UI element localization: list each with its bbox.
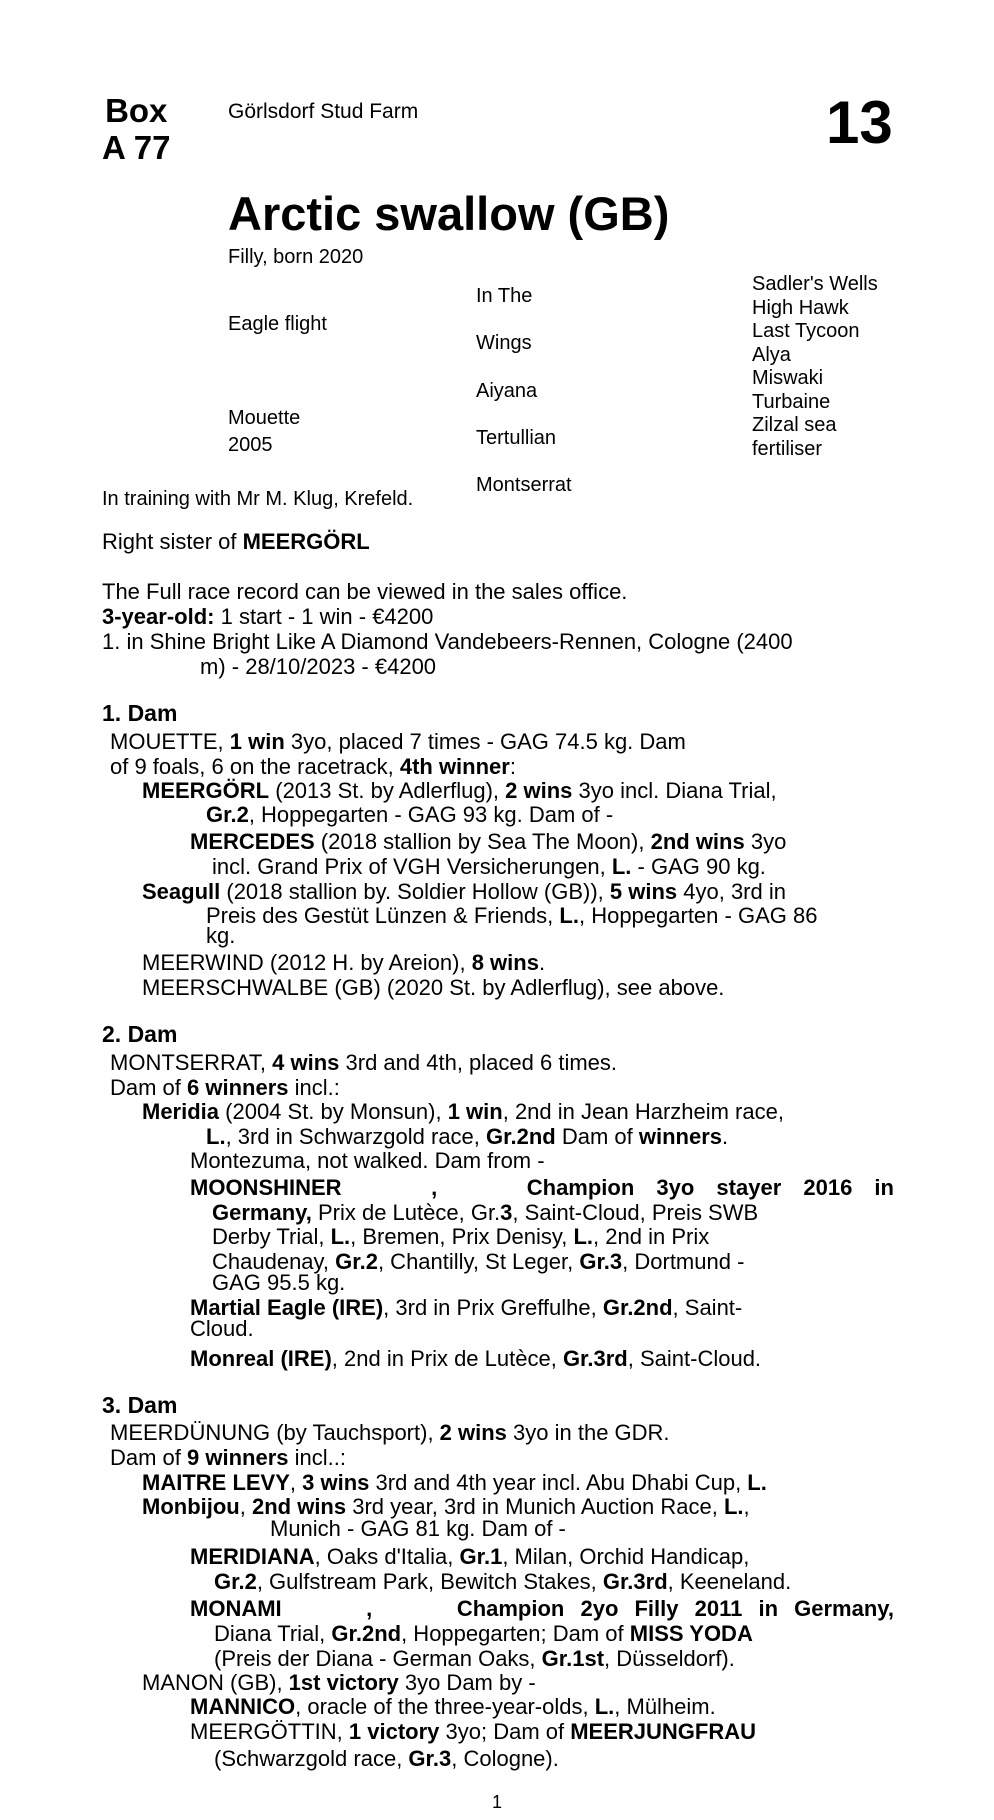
dam2-line-6: MOONSHINER , Champion 3yo stayer 2016 in [190, 1175, 894, 1200]
dam2-line-7: Germany, Prix de Lutèce, Gr.3, Saint-Cloud, Preis SWB [212, 1200, 759, 1225]
sister-prefix: Right sister of [102, 529, 243, 554]
dam3-line-3: MAITRE LEVY, 3 wins 3rd and 4th year incl. Abu Dhabi Cup, L. [142, 1470, 767, 1495]
pedigree-dam-year: 2005 [228, 434, 273, 456]
dam1-line-10: MEERWIND (2012 H. by Areion), 8 wins. [142, 950, 546, 975]
dam2-heading: 2. Dam [102, 1021, 178, 1047]
dam1-line-9: kg. [206, 923, 236, 948]
pedigree-col2-3: Aiyana [476, 380, 538, 402]
dam3-line-12: MANNICO, oracle of the three-year-olds, L., Mülheim. [190, 1694, 716, 1719]
record-intro: The Full race record can be viewed in the sales office. [102, 579, 628, 604]
dam2-line-1: MONTSERRAT, 4 wins 3rd and 4th, placed 6 times. [110, 1050, 618, 1075]
sister-name: MEERGÖRL [242, 529, 370, 554]
dam3-line-4: Monbijou, 2nd wins 3rd year, 3rd in Munich Auction Race, L., [142, 1494, 750, 1519]
pedigree-col3-1: Sadler's Wells [752, 273, 878, 295]
dam3-line-7: Gr.2, Gulfstream Park, Bewitch Stakes, Gr.3rd, Keeneland. [214, 1569, 792, 1594]
dam1-line-6: incl. Grand Prix of VGH Versicherungen, L. - GAG 90 kg. [212, 854, 766, 879]
pedigree-col2-2: Wings [476, 332, 532, 354]
box-label [102, 92, 170, 166]
pedigree-col3 [752, 273, 878, 461]
record-win-line-1: 1. in Shine Bright Like A Diamond Vandebeers-Rennen, Cologne (2400 [102, 629, 793, 654]
box-line-2: A 77 [102, 129, 171, 166]
dam2-line-9: Chaudenay, Gr.2, Chantilly, St Leger, Gr.3, Dortmund - [212, 1249, 745, 1274]
dam3-line-8: MONAMI , Champion 2yo Filly 2011 in Germany, [190, 1596, 894, 1621]
dam3-line-13: MEERGÖTTIN, 1 victory 3yo; Dam of MEERJUNGFRAU [190, 1719, 757, 1744]
dam3-heading: 3. Dam [102, 1392, 178, 1418]
dam3-line-1: MEERDÜNUNG (by Tauchsport), 2 wins 3yo in the GDR. [110, 1420, 670, 1445]
dam2-line-13: Monreal (IRE), 2nd in Prix de Lutèce, Gr.3rd, Saint-Cloud. [190, 1346, 762, 1371]
dam3-line-9: Diana Trial, Gr.2nd, Hoppegarten; Dam of MISS YODA [214, 1621, 753, 1646]
dam1-heading: 1. Dam [102, 700, 178, 726]
dam2-line-12: Cloud. [190, 1316, 254, 1341]
dam1-line-8: Preis des Gestüt Lünzen & Friends, L., Hoppegarten - GAG 86 [206, 903, 818, 928]
dam3-line-5: Munich - GAG 81 kg. Dam of - [270, 1516, 566, 1541]
dam1-line-1: MOUETTE, 1 win 3yo, placed 7 times - GAG 74.5 kg. Dam [110, 729, 686, 754]
dam2-line-11: Martial Eagle (IRE), 3rd in Prix Greffulhe, Gr.2nd, Saint- [190, 1295, 743, 1320]
record-age [102, 604, 433, 630]
pedigree-col3-6: Turbaine [752, 390, 831, 413]
pedigree-col3-5: Miswaki [752, 367, 824, 389]
pedigree-col3-8: fertiliser [752, 437, 823, 460]
pedigree-sire: Eagle flight [228, 313, 327, 335]
dam2-line-2: Dam of 6 winners incl.: [110, 1075, 340, 1100]
dam1-line-2: of 9 foals, 6 on the racetrack, 4th winner: [110, 754, 516, 779]
dam1-line-11: MEERSCHWALBE (GB) (2020 St. by Adlerflug), see above. [142, 975, 725, 1000]
dam2-line-8: Derby Trial, L., Bremen, Prix Denisy, L., 2nd in Prix [212, 1224, 710, 1249]
record-age-text: 1 start - 1 win - €4200 [214, 604, 434, 629]
pedigree-col3-3: Last Tycoon [752, 320, 860, 342]
pedigree-col2-4: Tertullian [476, 427, 557, 449]
sister-line [102, 529, 370, 555]
dam1-line-5: MERCEDES (2018 stallion by Sea The Moon), 2nd wins 3yo [190, 829, 787, 854]
pedigree-col2-1: In The [476, 285, 533, 307]
horse-name: Arctic swallow (GB) [228, 187, 670, 240]
dam1-line-4: Gr.2, Hoppegarten - GAG 93 kg. Dam of - [206, 802, 614, 827]
sex-born: Filly, born 2020 [228, 246, 364, 268]
pedigree-col3-7: Zilzal sea [752, 414, 837, 436]
dam3-line-14: (Schwarzgold race, Gr.3, Cologne). [214, 1746, 559, 1771]
pedigree-col2-5: Montserrat [476, 474, 572, 496]
dam3-line-10: (Preis der Diana - German Oaks, Gr.1st, Düsseldorf). [214, 1646, 735, 1671]
dam1-line-3: MEERGÖRL (2013 St. by Adlerflug), 2 wins 3yo incl. Diana Trial, [142, 778, 777, 803]
box-line-1: Box [105, 92, 168, 129]
dam3-line-2: Dam of 9 winners incl..: [110, 1445, 346, 1470]
dam1-line-7: Seagull (2018 stallion by. Soldier Hollow (GB)), 5 wins 4yo, 3rd in [142, 879, 786, 904]
dam3-line-6: MERIDIANA, Oaks d'Italia, Gr.1, Milan, Orchid Handicap, [190, 1544, 750, 1569]
dam2-line-4: L., 3rd in Schwarzgold race, Gr.2nd Dam of winners. [206, 1124, 729, 1149]
dam2-line-10: GAG 95.5 kg. [212, 1270, 346, 1295]
pedigree-col3-2: High Hawk [752, 296, 849, 319]
pedigree-col3-4: Alya [752, 343, 791, 366]
dam2-line-5: Montezuma, not walked. Dam from - [190, 1148, 545, 1173]
dam3-line-11: MANON (GB), 1st victory 3yo Dam by - [142, 1670, 536, 1695]
pedigree-dam: Mouette [228, 407, 301, 429]
page-number: 1 [492, 1792, 503, 1812]
lot-number: 13 [826, 89, 893, 156]
record-age-label: 3-year-old: [102, 604, 215, 629]
record-win-line-2: m) - 28/10/2023 - €4200 [200, 654, 437, 679]
training-info: In training with Mr M. Klug, Krefeld. [102, 488, 414, 510]
stud-farm: Görlsdorf Stud Farm [228, 100, 419, 123]
dam2-line-3: Meridia (2004 St. by Monsun), 1 win, 2nd in Jean Harzheim race, [142, 1099, 784, 1124]
